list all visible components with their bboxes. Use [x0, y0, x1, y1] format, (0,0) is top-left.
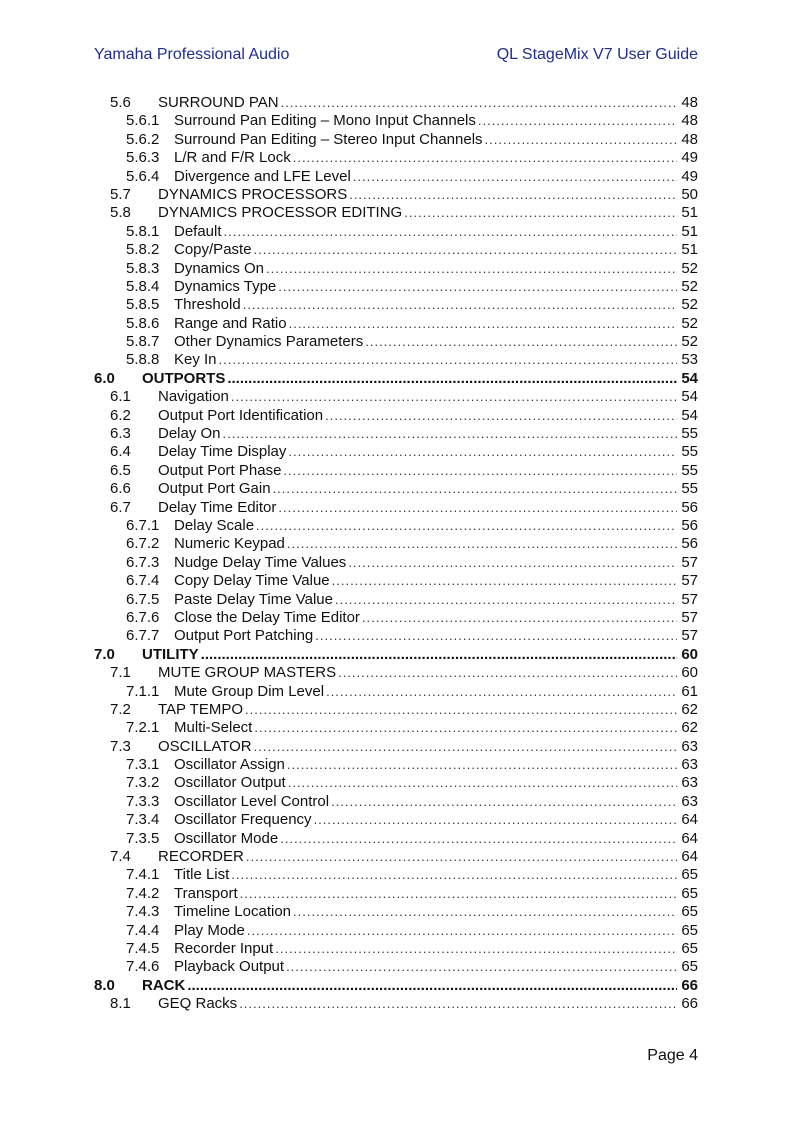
toc-entry-page: 51: [681, 222, 698, 240]
toc-entry-title: Play Mode: [174, 921, 245, 939]
toc-entry-title: Navigation: [158, 388, 229, 406]
toc-leader-dots: [280, 830, 677, 848]
toc-entry[interactable]: [94, 756, 698, 774]
toc-entry-title: MUTE GROUP MASTERS: [158, 664, 337, 682]
toc-entry-title: Delay Scale: [174, 516, 255, 534]
toc-leader-dots: [256, 517, 677, 535]
toc-leader-dots: [281, 94, 678, 112]
toc-entry-number: 7.2: [110, 700, 131, 718]
toc-entry-title: Oscillator Output: [174, 774, 286, 792]
toc-entry[interactable]: [94, 830, 698, 848]
toc-entry-title: Range and Ratio: [174, 314, 287, 332]
toc-entry-number: 7.4.1: [126, 866, 160, 884]
toc-entry-number: 7.4.2: [126, 884, 160, 902]
toc-leader-dots: [239, 995, 677, 1013]
toc-entry-number: 5.8.3: [126, 259, 160, 277]
toc-entry[interactable]: [94, 351, 698, 369]
toc-entry[interactable]: [94, 278, 698, 296]
toc-entry[interactable]: [94, 131, 698, 149]
toc-entry-number: 6.0: [94, 369, 115, 387]
toc-entry-page: 65: [681, 866, 698, 884]
toc-entry-page: 65: [681, 939, 698, 957]
toc-leader-dots: [293, 903, 677, 921]
toc-entry-number: 7.3.2: [126, 774, 160, 792]
toc-leader-dots: [326, 683, 677, 701]
toc-entry-page: 63: [681, 737, 698, 755]
toc-entry-title: Key In: [174, 351, 217, 369]
toc-entry-page: 57: [681, 572, 698, 590]
toc-entry-title: Nudge Delay Time Values: [174, 553, 347, 571]
toc-entry[interactable]: [94, 646, 698, 664]
toc-entry-title: Delay Time Editor: [158, 498, 277, 516]
toc-entry-number: 5.7: [110, 185, 131, 203]
toc-entry[interactable]: [94, 591, 698, 609]
toc-entry-page: 60: [681, 645, 698, 663]
toc-entry-page: 52: [681, 296, 698, 314]
toc-entry-number: 5.8.5: [126, 296, 160, 314]
toc-entry[interactable]: [94, 315, 698, 333]
toc-leader-dots: [332, 572, 678, 590]
toc-entry-page: 62: [681, 719, 698, 737]
toc-leader-dots: [187, 977, 677, 995]
toc-entry[interactable]: [94, 204, 698, 222]
toc-entry[interactable]: [94, 517, 698, 535]
toc-leader-dots: [335, 591, 677, 609]
toc-leader-dots: [404, 204, 677, 222]
toc-entry-number: 6.7.7: [126, 627, 160, 645]
header-left-title: Yamaha Professional Audio: [94, 46, 290, 63]
toc-entry-number: 5.6.4: [126, 167, 160, 185]
toc-entry-title: DYNAMICS PROCESSOR EDITING: [158, 204, 403, 222]
toc-entry-page: 49: [681, 167, 698, 185]
toc-entry-page: 63: [681, 792, 698, 810]
toc-leader-dots: [275, 940, 677, 958]
toc-entry[interactable]: [94, 683, 698, 701]
toc-leader-dots: [315, 627, 677, 645]
toc-leader-dots: [485, 131, 678, 149]
toc-entry-page: 56: [681, 535, 698, 553]
toc-entry-title: UTILITY: [142, 645, 199, 663]
toc-entry[interactable]: [94, 168, 698, 186]
toc-leader-dots: [254, 719, 677, 737]
toc-entry-number: 6.7.4: [126, 572, 160, 590]
toc-entry-title: Timeline Location: [174, 903, 292, 921]
toc-entry-number: 6.5: [110, 461, 131, 479]
toc-entry-page: 54: [681, 388, 698, 406]
toc-entry[interactable]: [94, 664, 698, 682]
toc-entry-page: 55: [681, 443, 698, 461]
toc-entry-number: 7.1.1: [126, 682, 160, 700]
toc-entry-title: Delay On: [158, 425, 221, 443]
toc-entry-title: Surround Pan Editing – Mono Input Channels: [174, 112, 476, 130]
toc-leader-dots: [247, 922, 677, 940]
toc-entry-title: GEQ Racks: [158, 995, 238, 1013]
toc-entry-title: Output Port Gain: [158, 480, 271, 498]
toc-entry[interactable]: [94, 296, 698, 314]
toc-entry-title: TAP TEMPO: [158, 700, 244, 718]
toc-entry[interactable]: [94, 260, 698, 278]
toc-entry-number: 5.6: [110, 94, 131, 111]
toc-entry-page: 57: [681, 608, 698, 626]
toc-entry[interactable]: [94, 407, 698, 425]
toc-entry-number: 6.7.6: [126, 608, 160, 626]
toc-entry[interactable]: [94, 977, 698, 995]
toc-entry-page: 63: [681, 774, 698, 792]
toc-entry-page: 51: [681, 204, 698, 222]
toc-entry-number: 8.1: [110, 995, 131, 1013]
toc-entry-page: 52: [681, 259, 698, 277]
toc-entry-page: 60: [681, 664, 698, 682]
toc-entry[interactable]: [94, 535, 698, 553]
toc-entry-page: 55: [681, 425, 698, 443]
toc-entry[interactable]: [94, 922, 698, 940]
toc-entry-page: 56: [681, 516, 698, 534]
toc-entry-title: Recorder Input: [174, 939, 274, 957]
toc-entry-page: 65: [681, 958, 698, 976]
toc-entry-page: 48: [681, 130, 698, 148]
toc-entry-title: Copy/Paste: [174, 241, 252, 259]
toc-entry-number: 6.2: [110, 406, 131, 424]
toc-leader-dots: [273, 480, 678, 498]
toc-entry-number: 5.8.8: [126, 351, 160, 369]
page-number: Page 4: [647, 1047, 698, 1064]
toc-leader-dots: [353, 168, 678, 186]
toc-entry-title: Multi-Select: [174, 719, 253, 737]
toc-entry[interactable]: [94, 995, 698, 1013]
toc-leader-dots: [362, 609, 677, 627]
toc-entry-title: OSCILLATOR: [158, 737, 252, 755]
toc-entry-title: Output Port Identification: [158, 406, 324, 424]
toc-leader-dots: [287, 756, 677, 774]
toc-entry-page: 54: [681, 406, 698, 424]
toc-entry-number: 7.3: [110, 737, 131, 755]
toc-leader-dots: [283, 462, 677, 480]
toc-entry-number: 5.8.2: [126, 241, 160, 259]
toc-leader-dots: [286, 958, 677, 976]
toc-leader-dots: [219, 351, 678, 369]
toc-entry[interactable]: [94, 186, 698, 204]
toc-entry[interactable]: [94, 388, 698, 406]
toc-entry[interactable]: [94, 94, 698, 112]
table-of-contents: [94, 94, 698, 1014]
toc-leader-dots: [325, 407, 677, 425]
toc-leader-dots: [223, 425, 678, 443]
toc-entry-number: 5.8.7: [126, 333, 160, 351]
toc-leader-dots: [227, 370, 677, 388]
toc-entry-number: 7.0: [94, 645, 115, 663]
toc-entry[interactable]: [94, 866, 698, 884]
toc-entry[interactable]: [94, 811, 698, 829]
toc-leader-dots: [287, 535, 677, 553]
toc-entry-number: 7.4.5: [126, 939, 160, 957]
toc-entry-number: 5.8.4: [126, 277, 160, 295]
toc-leader-dots: [246, 848, 677, 866]
toc-entry-title: Default: [174, 222, 222, 240]
toc-leader-dots: [266, 260, 677, 278]
toc-leader-dots: [243, 296, 678, 314]
toc-leader-dots: [278, 499, 677, 517]
toc-entry-number: 6.7.3: [126, 553, 160, 571]
toc-entry-number: 7.3.5: [126, 829, 160, 847]
toc-entry-number: 6.7.5: [126, 590, 160, 608]
toc-entry-title: Dynamics On: [174, 259, 265, 277]
toc-entry-page: 49: [681, 149, 698, 167]
toc-entry-number: 7.3.4: [126, 811, 160, 829]
toc-entry[interactable]: [94, 885, 698, 903]
toc-entry-title: Output Port Patching: [174, 627, 314, 645]
toc-entry[interactable]: [94, 627, 698, 645]
toc-entry-page: 52: [681, 314, 698, 332]
toc-entry-page: 64: [681, 829, 698, 847]
toc-entry-title: Transport: [174, 884, 238, 902]
toc-entry-page: 55: [681, 461, 698, 479]
toc-entry[interactable]: [94, 499, 698, 517]
toc-leader-dots: [348, 554, 677, 572]
toc-entry[interactable]: [94, 554, 698, 572]
toc-entry-number: 5.6.2: [126, 130, 160, 148]
toc-entry-page: 65: [681, 921, 698, 939]
toc-leader-dots: [365, 333, 677, 351]
toc-entry[interactable]: [94, 333, 698, 351]
toc-entry[interactable]: [94, 793, 698, 811]
toc-entry-page: 65: [681, 884, 698, 902]
toc-leader-dots: [224, 223, 678, 241]
toc-leader-dots: [254, 241, 678, 259]
toc-entry-title: Copy Delay Time Value: [174, 572, 330, 590]
toc-entry-title: Dynamics Type: [174, 277, 277, 295]
toc-entry-page: 57: [681, 553, 698, 571]
toc-entry-title: Divergence and LFE Level: [174, 167, 351, 185]
toc-entry-number: 6.7.2: [126, 535, 160, 553]
toc-entry-page: 48: [681, 112, 698, 130]
toc-leader-dots: [245, 701, 677, 719]
toc-entry-title: SURROUND PAN: [158, 94, 279, 111]
toc-entry-page: 52: [681, 333, 698, 351]
toc-leader-dots: [349, 186, 677, 204]
toc-entry-page: 48: [681, 94, 698, 111]
toc-entry[interactable]: [94, 112, 698, 130]
toc-entry-page: 62: [681, 700, 698, 718]
toc-leader-dots: [288, 443, 677, 461]
toc-entry-number: 5.8.1: [126, 222, 160, 240]
toc-entry-title: OUTPORTS: [142, 369, 226, 387]
toc-entry-page: 57: [681, 627, 698, 645]
toc-entry-title: Other Dynamics Parameters: [174, 333, 364, 351]
toc-leader-dots: [278, 278, 677, 296]
toc-leader-dots: [254, 738, 678, 756]
toc-entry[interactable]: [94, 425, 698, 443]
toc-entry-title: RECORDER: [158, 848, 244, 866]
toc-entry-title: RACK: [142, 976, 186, 994]
toc-entry[interactable]: [94, 370, 698, 388]
toc-entry-page: 64: [681, 811, 698, 829]
toc-entry[interactable]: [94, 223, 698, 241]
toc-entry-title: Numeric Keypad: [174, 535, 285, 553]
toc-entry[interactable]: [94, 480, 698, 498]
toc-entry-page: 56: [681, 498, 698, 516]
toc-entry-number: 5.6.3: [126, 149, 160, 167]
toc-entry-page: 66: [681, 995, 698, 1013]
toc-entry-number: 6.7: [110, 498, 131, 516]
toc-entry-title: L/R and F/R Lock: [174, 149, 291, 167]
toc-leader-dots: [231, 866, 677, 884]
toc-leader-dots: [478, 112, 677, 130]
toc-entry-number: 6.1: [110, 388, 131, 406]
toc-entry-page: 55: [681, 480, 698, 498]
toc-entry-title: Mute Group Dim Level: [174, 682, 325, 700]
toc-leader-dots: [231, 388, 677, 406]
toc-leader-dots: [293, 149, 678, 167]
toc-entry-page: 64: [681, 848, 698, 866]
toc-entry-number: 7.2.1: [126, 719, 160, 737]
toc-leader-dots: [331, 793, 677, 811]
toc-entry-title: Paste Delay Time Value: [174, 590, 333, 608]
toc-entry-title: Close the Delay Time Editor: [174, 608, 360, 626]
toc-entry[interactable]: [94, 149, 698, 167]
toc-entry[interactable]: [94, 738, 698, 756]
toc-entry-number: 6.6: [110, 480, 131, 498]
toc-entry[interactable]: [94, 241, 698, 259]
toc-leader-dots: [288, 774, 678, 792]
toc-entry-title: Title List: [174, 866, 230, 884]
toc-entry[interactable]: [94, 609, 698, 627]
toc-entry-number: 7.3.1: [126, 756, 160, 774]
toc-entry-page: 65: [681, 903, 698, 921]
toc-entry-page: 63: [681, 756, 698, 774]
toc-entry[interactable]: [94, 572, 698, 590]
toc-entry-number: 7.4.4: [126, 921, 160, 939]
toc-entry-page: 66: [681, 976, 698, 994]
toc-entry-title: Oscillator Assign: [174, 756, 285, 774]
toc-entry-page: 53: [681, 351, 698, 369]
toc-leader-dots: [201, 646, 678, 664]
toc-entry[interactable]: [94, 443, 698, 461]
toc-entry[interactable]: [94, 701, 698, 719]
toc-leader-dots: [314, 811, 678, 829]
toc-entry[interactable]: [94, 903, 698, 921]
toc-entry-number: 7.3.3: [126, 792, 160, 810]
toc-entry-number: 5.8.6: [126, 314, 160, 332]
toc-entry-number: 7.4.3: [126, 903, 160, 921]
toc-entry-number: 7.4.6: [126, 958, 160, 976]
toc-entry-page: 61: [681, 682, 698, 700]
toc-leader-dots: [289, 315, 678, 333]
toc-entry-number: 7.1: [110, 664, 131, 682]
toc-entry-title: Oscillator Level Control: [174, 792, 330, 810]
toc-entry-page: 51: [681, 241, 698, 259]
toc-entry-page: 52: [681, 277, 698, 295]
toc-entry-number: 6.3: [110, 425, 131, 443]
toc-entry-number: 8.0: [94, 976, 115, 994]
toc-entry-title: Threshold: [174, 296, 241, 314]
toc-entry-page: 50: [681, 185, 698, 203]
toc-entry-title: Oscillator Mode: [174, 829, 279, 847]
toc-entry-number: 6.7.1: [126, 516, 160, 534]
toc-entry-number: 6.4: [110, 443, 131, 461]
toc-leader-dots: [338, 664, 677, 682]
toc-entry-title: Surround Pan Editing – Stereo Input Channels: [174, 130, 483, 148]
header-right-title: QL StageMix V7 User Guide: [496, 46, 698, 63]
toc-entry[interactable]: [94, 719, 698, 737]
toc-entry-title: Delay Time Display: [158, 443, 287, 461]
toc-entry-title: Output Port Phase: [158, 461, 282, 479]
toc-entry-title: Playback Output: [174, 958, 285, 976]
toc-entry[interactable]: [94, 940, 698, 958]
toc-entry-number: 5.6.1: [126, 112, 160, 130]
toc-entry-number: 7.4: [110, 848, 131, 866]
toc-entry[interactable]: [94, 958, 698, 976]
toc-leader-dots: [240, 885, 678, 903]
toc-entry-page: 54: [681, 369, 698, 387]
toc-entry-number: 5.8: [110, 204, 131, 222]
toc-entry[interactable]: [94, 462, 698, 480]
toc-entry[interactable]: [94, 848, 698, 866]
toc-entry-page: 57: [681, 590, 698, 608]
toc-entry[interactable]: [94, 774, 698, 792]
toc-entry-title: DYNAMICS PROCESSORS: [158, 185, 348, 203]
toc-entry-title: Oscillator Frequency: [174, 811, 312, 829]
